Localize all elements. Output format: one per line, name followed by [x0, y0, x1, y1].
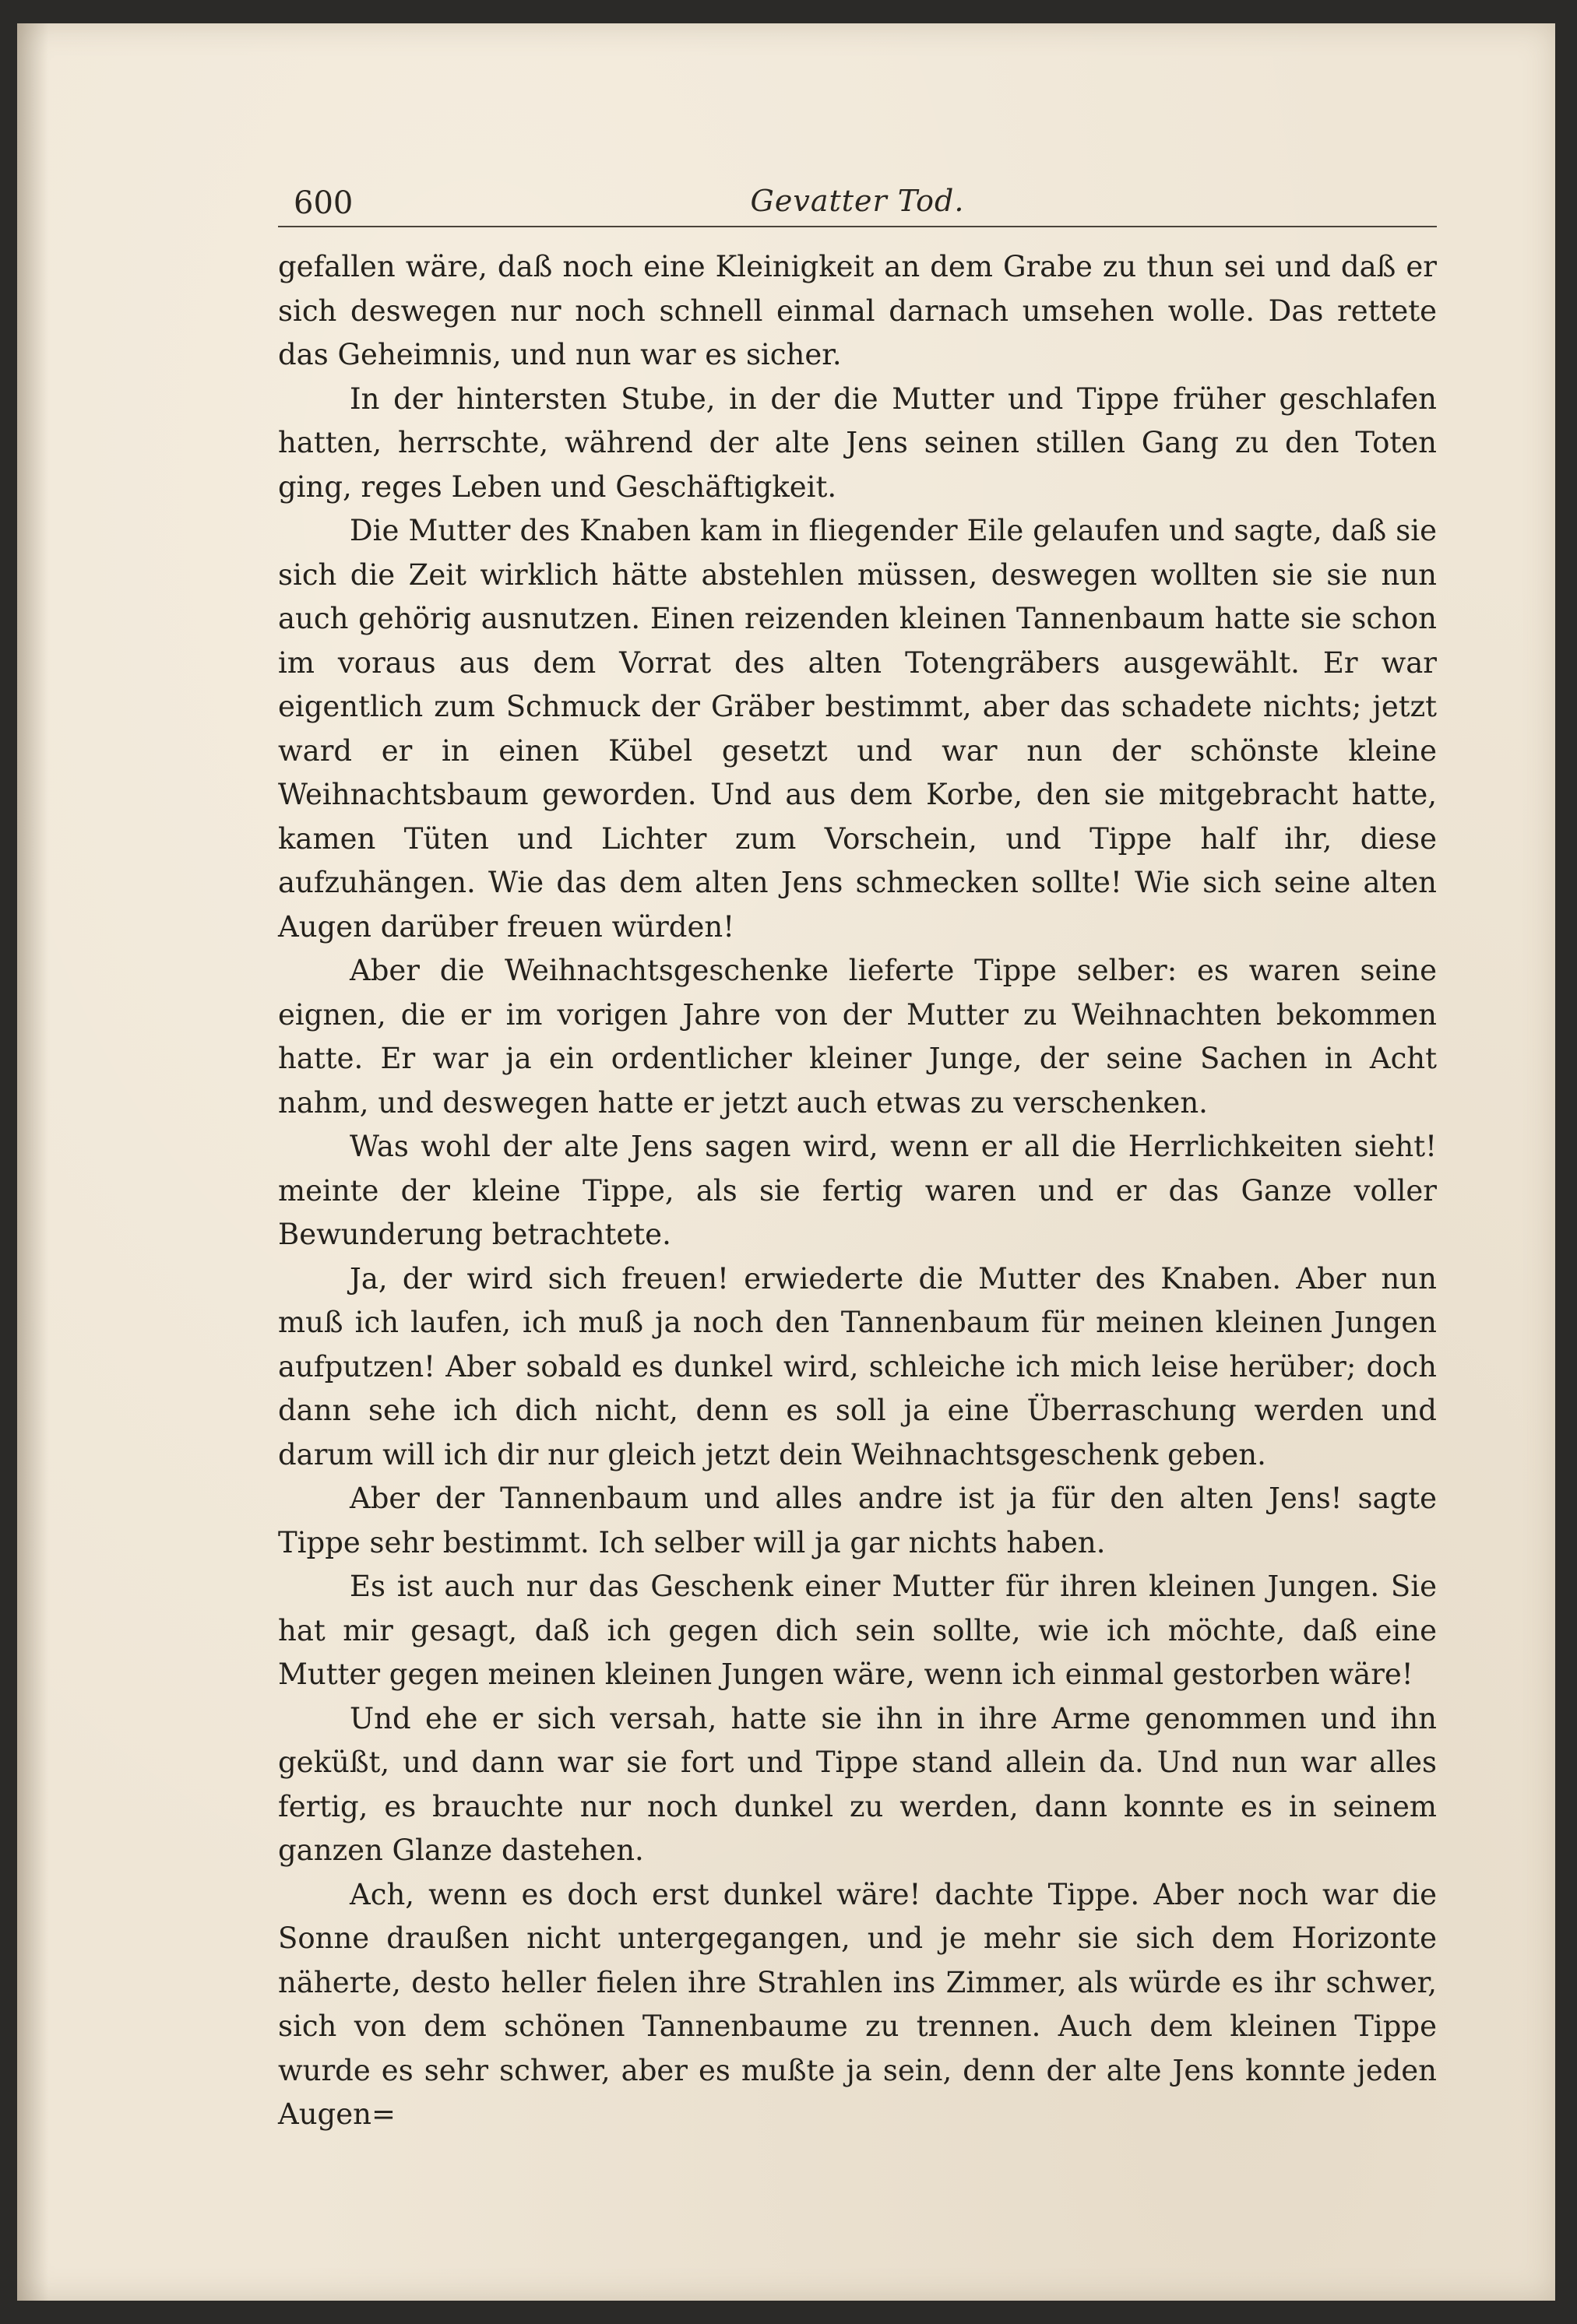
paragraph: Ja, der wird sich freuen! erwiederte die Mutter des Knaben. Aber nun muß ich laufen, ich muß ja noch den Tannenbaum für meinen kleinen Jungen aufputzen! Aber sobald es dunkel wird, schleiche ich mich leise herüber; doch dann sehe ich dich nicht, denn es soll ja eine Überraschung werden und darum will ich dir nur gleich jetzt dein Weihnachtsgeschenk geben. [278, 1261, 1437, 1471]
paragraph: Ach, wenn es doch erst dunkel wäre! dachte Tippe. Aber noch war die Sonne draußen nicht untergegangen, und je mehr sie sich dem Horizonte näherte, desto heller fielen ihre Strahlen ins Zimmer, als würde es ihr schwer, sich von dem schönen Tannenbaume zu trennen. Auch dem kleinen Tippe wurde es sehr schwer, aber es mußte ja sein, denn der alte Jens konnte jeden Augen= [278, 1877, 1437, 2131]
paragraph: Und ehe er sich versah, hatte sie ihn in ihre Arme genommen und ihn geküßt, und dann war sie fort und Tippe stand allein da. Und nun war alles fertig, es brauchte nur noch dunkel zu werden, dann konnte es in seinem ganzen Glanze dastehen. [278, 1701, 1437, 1867]
page-header [278, 179, 1437, 227]
paragraph: Die Mutter des Knaben kam in fliegender Eile gelaufen und sagte, daß sie sich die Zeit wirklich hätte abstehlen müssen, deswegen wollten sie sie nun auch gehörig ausnutzen. Einen reizenden kleinen Tannenbaum hatte sie schon im voraus aus dem Vorrat des alten Totengräbers ausgewählt. Er war eigentlich zum Schmuck der Gräber bestimmt, aber das schadete nichts; jetzt ward er in einen Kübel gesetzt und war nun der schönste kleine Weihnachtsbaum geworden. Und aus dem Korbe, den sie mitgebracht hatte, kamen Tüten und Lichter zum Vorschein, und Tippe half ihr, diese aufzuhängen. Wie das dem alten Jens schmecken sollte! Wie sich seine alten Augen darüber freuen würden! [278, 514, 1437, 944]
paragraph: Aber die Weihnachtsgeschenke lieferte Tippe selber: es waren seine eignen, die er im vorigen Jahre von der Mutter zu Weihnachten bekommen hatte. Er war ja ein ordentlicher kleiner Junge, der seine Sachen in Acht nahm, und deswegen hatte er jetzt auch etwas zu verschenken. [278, 954, 1437, 1120]
book-page [17, 23, 1555, 2301]
paragraph: In der hintersten Stube, in der die Mutter und Tippe früher geschlafen hatten, herrschte, während der alte Jens seinen stillen Gang zu den Toten ging, reges Leben und Geschäftigkeit. [278, 381, 1437, 504]
paragraph: Es ist auch nur das Geschenk einer Mutter für ihren kleinen Jungen. Sie hat mir gesagt, daß ich gegen dich sein sollte, wie ich möchte, daß eine Mutter gegen meinen kleinen Jungen wäre, wenn ich einmal gestorben wäre! [278, 1570, 1437, 1691]
body-text [278, 245, 1437, 2137]
paragraph: gefallen wäre, daß noch eine Kleinigkeit an dem Grabe zu thun sei und daß er sich deswegen nur noch schnell einmal darnach umsehen wolle. Das rettete das Geheimnis, und nun war es sicher. [278, 250, 1437, 371]
spine-shadow [17, 23, 48, 2301]
page-number: 600 [294, 185, 354, 221]
paragraph: Was wohl der alte Jens sagen wird, wenn er all die Herrlichkeiten sieht! meinte der kleine Tippe, als sie fertig waren und er das Ganze voller Bewunderung betrachtete. [278, 1130, 1437, 1251]
paragraph: Aber der Tannenbaum und alles andre ist ja für den alten Jens! sagte Tippe sehr bestimmt. Ich selber will ja gar nichts haben. [278, 1482, 1437, 1559]
running-title: Gevatter Tod. [750, 184, 965, 218]
